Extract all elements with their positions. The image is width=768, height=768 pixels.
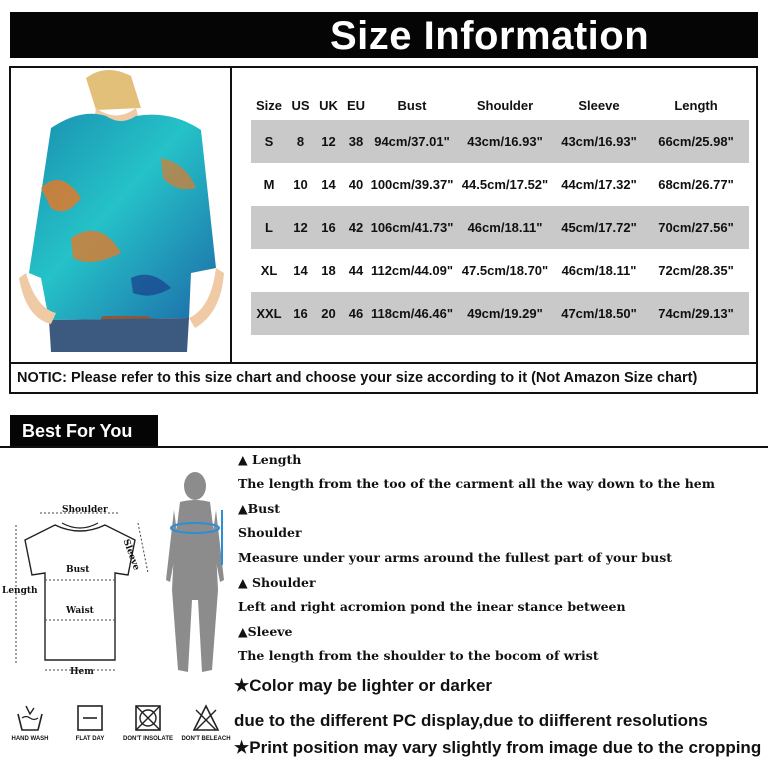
table-cell: 100cm/39.37": [370, 177, 454, 192]
col-header: US: [291, 97, 310, 113]
care-label: HAND WASH: [11, 736, 49, 742]
note-color: ★Color may be lighter or darker: [234, 676, 493, 695]
table-cell: 46cm/18.11": [561, 263, 637, 278]
table-cell: 43cm/16.93": [561, 134, 637, 149]
table-cell: 18: [321, 263, 336, 278]
table-cell: 14: [321, 177, 336, 192]
label-length: Length: [2, 586, 38, 596]
title-banner: [10, 12, 758, 58]
table-cell: 44cm/17.32": [561, 177, 637, 192]
label-bust: Bust: [66, 565, 90, 575]
table-cell: 45cm/17.72": [561, 220, 637, 235]
table-row: [251, 292, 749, 335]
table-cell: 112cm/44.09": [370, 263, 454, 278]
table-cell: 72cm/28.35": [658, 263, 734, 278]
table-cell: 20: [321, 306, 336, 321]
table-cell: 38: [348, 134, 364, 149]
table-cell: 66cm/25.98": [658, 134, 734, 149]
size-table: [251, 90, 749, 335]
table-row: [251, 206, 749, 249]
table-cell: 106cm/41.73": [370, 220, 454, 235]
care-label: FLAT DAY: [75, 736, 105, 742]
table-cell: 94cm/37.01": [374, 134, 450, 149]
note-print: ★Print position may vary slightly from image due to the cropping: [234, 738, 762, 757]
table-cell: L: [265, 220, 273, 235]
table-cell: 44: [348, 263, 364, 278]
table-cell: 47.5cm/18.70": [461, 263, 549, 278]
col-header: EU: [346, 97, 366, 113]
notice-text: NOTIC: Please refer to this size chart and choose your size according to it (Not Amazon Size chart): [17, 370, 698, 386]
col-header: Size: [255, 97, 282, 113]
table-cell: 42: [348, 220, 364, 235]
table-row: [251, 249, 749, 292]
table-row: [251, 163, 749, 206]
table-cell: 12: [293, 220, 308, 235]
care-label: DON'T BELEACH: [181, 736, 231, 742]
note-pc: due to the different PC display,due to diifferent resolutions: [234, 711, 708, 730]
col-header: Bust: [397, 97, 427, 113]
care-dont-insolate: [118, 704, 178, 742]
table-cell: 12: [321, 134, 336, 149]
shoulder-title: ▲ Shoulder: [238, 575, 316, 590]
care-flat-dry: [60, 704, 120, 742]
model-shirt-image: [11, 68, 230, 362]
flat-dry-icon: [76, 704, 104, 732]
do-not-tumble-icon: [134, 704, 162, 732]
size-chart-frame: [9, 66, 758, 394]
table-cell: 46cm/18.11": [467, 220, 543, 235]
length-title: ▲ Length: [238, 452, 302, 467]
table-cell: 74cm/29.13": [658, 306, 734, 321]
table-cell: XXL: [256, 306, 282, 321]
do-not-bleach-icon: [192, 704, 220, 732]
table-cell: 16: [293, 306, 308, 321]
table-cell: 8: [296, 134, 305, 149]
length-text: The length from the too of the carment all the way down to the hem: [238, 476, 715, 491]
col-header: UK: [319, 97, 338, 113]
table-body: [251, 120, 749, 335]
shoulder-text: Left and right acromion pond the inear stance between: [238, 599, 626, 614]
sleeve-title: ▲Sleeve: [238, 624, 293, 639]
product-photo: [11, 68, 232, 362]
col-header: Shoulder: [476, 97, 534, 113]
care-dont-bleach: [176, 704, 236, 742]
table-cell: 46: [348, 306, 364, 321]
care-label: DON'T INSOLATE: [123, 736, 173, 742]
col-header: Sleeve: [578, 97, 620, 113]
table-cell: 47cm/18.50": [561, 306, 637, 321]
table-cell: S: [264, 134, 274, 149]
hand-wash-icon: [16, 704, 44, 732]
bust-sub: Shoulder: [238, 525, 302, 540]
table-cell: 43cm/16.93": [467, 134, 543, 149]
bust-text: Measure under your arms around the fullest part of your bust: [238, 550, 673, 565]
body-silhouette: [160, 470, 230, 680]
table-cell: M: [263, 177, 275, 192]
divider: [11, 362, 756, 364]
table-cell: 14: [293, 263, 308, 278]
table-cell: 49cm/19.29": [467, 306, 543, 321]
best-for-you-tab: Best For You: [10, 415, 158, 447]
table-cell: 118cm/46.46": [370, 306, 454, 321]
divider: [0, 446, 768, 448]
table-cell: 70cm/27.56": [658, 220, 734, 235]
label-waist: Waist: [66, 606, 94, 616]
table-header: [251, 90, 749, 120]
page-title: Size Information: [330, 14, 650, 58]
table-cell: 16: [321, 220, 336, 235]
table-cell: 40: [348, 177, 364, 192]
table-cell: XL: [260, 263, 278, 278]
sleeve-text: The length from the shoulder to the bocom of wrist: [238, 648, 599, 663]
label-shoulder: Shoulder: [62, 505, 108, 515]
col-header: Length: [674, 97, 718, 113]
table-row: [251, 120, 749, 163]
table-cell: 10: [293, 177, 308, 192]
bust-title: ▲Bust: [238, 501, 281, 516]
table-cell: 68cm/26.77": [658, 177, 734, 192]
table-cell: 44.5cm/17.52": [461, 177, 549, 192]
care-hand-wash: [0, 704, 60, 742]
label-hem: Hem: [70, 667, 94, 677]
label-sleeve: Sleeve: [120, 538, 142, 572]
